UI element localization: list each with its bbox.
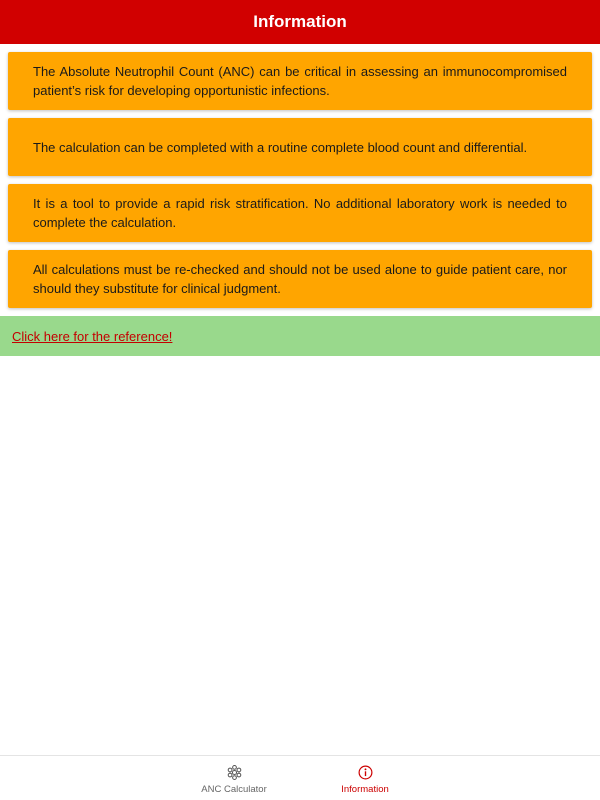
tab-label: ANC Calculator <box>201 784 267 795</box>
tab-bar <box>0 755 600 800</box>
tab-information[interactable] <box>305 756 425 800</box>
cell-icon <box>226 764 243 781</box>
info-card <box>8 184 592 242</box>
nav-header <box>0 0 600 44</box>
reference-bar <box>0 316 600 356</box>
page-title: Information <box>253 12 347 31</box>
info-card-list <box>8 52 592 316</box>
info-icon <box>357 764 374 781</box>
reference-link[interactable]: Click here for the reference! <box>12 328 173 344</box>
info-card-text: The Absolute Neutrophil Count (ANC) can be critical in assessing an immunocompromised patient’s risk for developing opportunistic infections. <box>33 64 567 98</box>
info-card-text: The calculation can be completed with a routine complete blood count and differential. <box>33 139 528 155</box>
info-card-text: All calculations must be re-checked and should not be used alone to guide patient care, nor should they substitute for clinical judgment. <box>33 262 567 296</box>
info-card-text: It is a tool to provide a rapid risk stratification. No additional laboratory work is needed to complete the calculation. <box>33 196 567 230</box>
info-card <box>8 118 592 176</box>
info-card <box>8 52 592 110</box>
tab-anc-calculator[interactable] <box>174 756 294 800</box>
tab-label: Information <box>341 784 389 795</box>
info-card <box>8 250 592 308</box>
